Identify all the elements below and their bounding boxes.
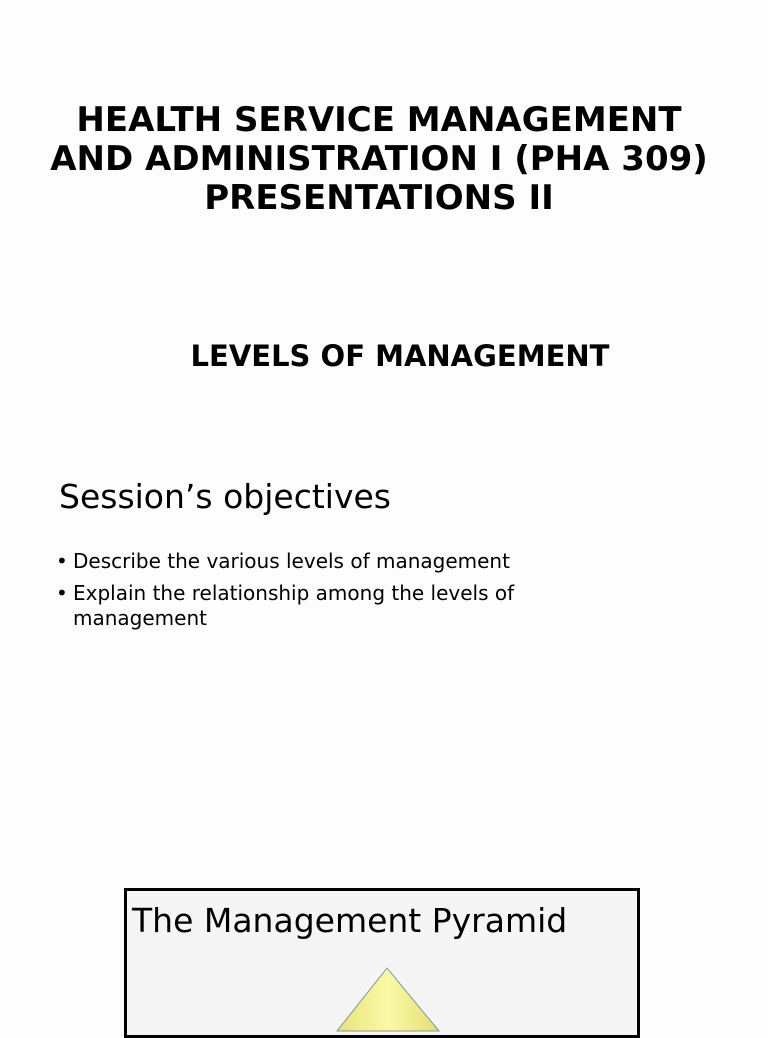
objectives-heading: Session’s objectives (59, 477, 391, 516)
bullet-icon: • (56, 581, 68, 605)
objectives-list (56, 549, 596, 638)
objective-item (56, 549, 596, 574)
pyramid-slide (124, 888, 640, 1038)
pyramid-title: The Management Pyramid (132, 901, 568, 940)
objective-text: Explain the relationship among the levels of management (73, 581, 515, 630)
objective-item (56, 581, 596, 631)
section-subtitle: LEVELS OF MANAGEMENT (190, 339, 610, 373)
document-title-line-2: AND ADMINISTRATION I (PHA 309) (50, 139, 708, 179)
document-title (0, 101, 758, 218)
pyramid-apex-shape (337, 968, 439, 1031)
bullet-icon: • (56, 549, 68, 573)
objective-text: Describe the various levels of management (73, 549, 510, 573)
document-title-line-1: HEALTH SERVICE MANAGEMENT (76, 100, 682, 140)
document-title-line-3: PRESENTATIONS II (204, 178, 554, 218)
